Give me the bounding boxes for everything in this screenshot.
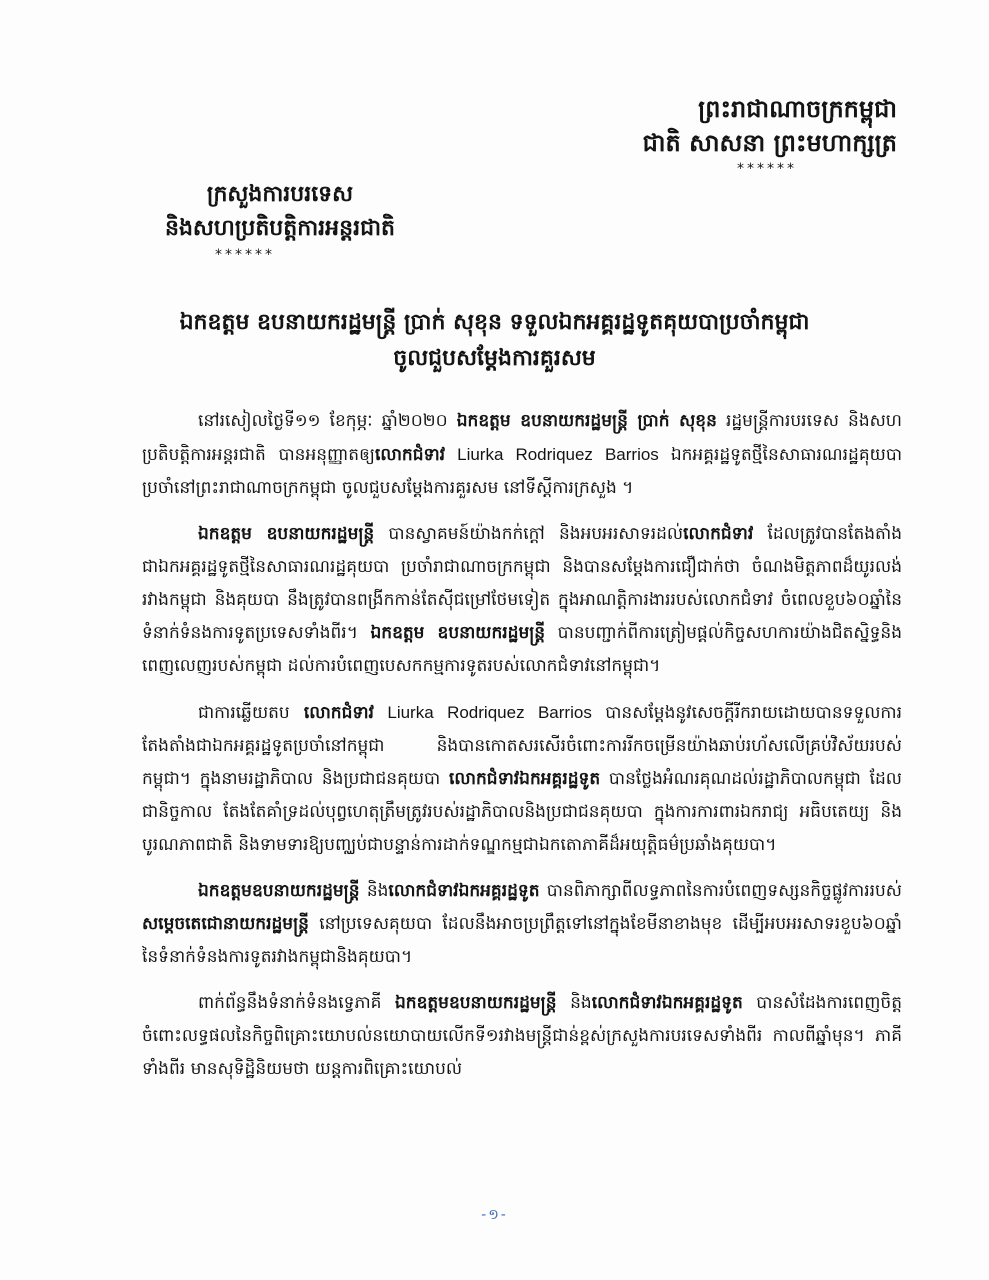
paragraph-1 bbox=[142, 405, 902, 505]
p1-ambassador-name: Liurka Rodriquez Barrios bbox=[445, 445, 671, 464]
p5-text-c: និង bbox=[556, 993, 592, 1013]
p3-bold-ambassador-2: លោកជំទាវឯកអគ្គរដ្ឋទូត bbox=[449, 769, 601, 789]
p2-text-a: បានស្វាគមន៍យ៉ាងកក់ក្តៅ និងអបអរសាទរដល់ bbox=[374, 524, 684, 544]
paragraph-3 bbox=[142, 696, 902, 862]
p1-bold-ambassador: លោកជំទាវ bbox=[374, 445, 446, 465]
p4-bold-prime-minister: សម្តេចតេជោនាយករដ្ឋមន្ត្រី bbox=[142, 914, 309, 934]
kingdom-stars: ****** bbox=[737, 161, 797, 177]
title-line1: ឯកឧត្តម ឧបនាយករដ្ឋមន្ត្រី ប្រាក់ សុខុន ទទួលឯកអគ្គរដ្ឋទូតគុយបាប្រចាំកម្ពុជា bbox=[179, 310, 810, 335]
p4-text-c: បានពិភាក្សាពីលទ្ធភាពនៃការបំពេញទស្សនកិច្ចផ្លូវការរបស់ bbox=[539, 881, 902, 901]
p4-text-d: នៅប្រទេសគុយបា ដែលនឹងអាចប្រព្រឹត្តទៅនៅក្នុងខែមីនាខាងមុខ ដើម្បីអបអរសាទរខួប៦០ឆ្នាំនៃទំនាក់ទំនងការទូតរវាងកម្ពុជានិងគុយបា។ bbox=[142, 914, 902, 967]
p3-text-d: បានថ្លែងអំណរគុណដល់រដ្ឋាភិបាលកម្ពុជា ដែលជានិច្ចកាល តែងតែគាំទ្រដល់បុព្វហេតុត្រឹមត្រូវរបស់រដ្ឋាភិបាលនិងប្រជាជនគុយបា ក្នុងការការពារឯករាជ្យ អធិបតេយ្យ និងបូរណភាពជាតិ និងទាមទារឱ្យបញ្ឈប់ជាបន្ទាន់ការដាក់ទណ្ឌកម្មជាឯកតោភាគីដ៏អយុត្តិធម៌ប្រឆាំងគុយបា។ bbox=[142, 769, 902, 855]
kingdom-name: ព្រះរាជាណាចក្រកម្ពុជា bbox=[698, 95, 897, 123]
page-number: -១- bbox=[481, 1207, 508, 1223]
p1-bold-minister: ឯកឧត្តម ឧបនាយករដ្ឋមន្ត្រី ប្រាក់ សុខុន bbox=[456, 411, 717, 431]
p1-text-d: ឯកអគ្គរដ្ឋទូតថ្មីនៃសាធារណរដ្ឋគុយបា ប្រចាំនៅព្រះរាជាណាចក្រកម្ពុជា ចូលជួបសម្តែងការគួរសម នៅទីស្តីការក្រសួង ។ bbox=[142, 445, 903, 498]
paragraph-2 bbox=[142, 518, 902, 683]
press-release-title bbox=[100, 305, 889, 377]
p1-text-a: នៅរសៀលថ្ងៃទី១១ ខែកុម្ភៈ ឆ្នាំ២០២០ bbox=[198, 411, 457, 431]
p4-bold-ambassador: លោកជំទាវឯកអគ្គរដ្ឋទូត bbox=[388, 881, 540, 901]
p4-text-a: និង bbox=[359, 881, 389, 901]
p5-text-a: ពាក់ព័ន្ធនឹងទំនាក់ទំនងទ្វេភាគី bbox=[198, 993, 395, 1013]
p3-text-a: ជាការឆ្លើយតប bbox=[198, 703, 304, 723]
nation-religion-king: ជាតិ សាសនា ព្រះមហាក្សត្រ bbox=[642, 129, 897, 157]
ministry-stars: ****** bbox=[215, 247, 275, 263]
p3-bold-ambassador: លោកជំទាវ bbox=[303, 703, 374, 723]
p3-ambassador-name: Liurka Rodriquez Barrios bbox=[373, 703, 606, 722]
p4-bold-minister: ឯកឧត្តមឧបនាយករដ្ឋមន្ត្រី bbox=[198, 881, 360, 901]
p5-bold-minister: ឯកឧត្តមឧបនាយករដ្ឋមន្ត្រី bbox=[395, 993, 557, 1013]
p2-text-c: ដែលត្រូវបានតែងតាំងជាឯកអគ្គរដ្ឋទូតថ្មីនៃសាធារណរដ្ឋគុយបា ប្រចាំរាជាណាចក្រកម្ពុជា និងបានសម្តែងការជឿជាក់ថា ចំណងមិត្តភាពដ៏យូរលង់រវាងកម្ពុជា និងគុយបា នឹងត្រូវបានពង្រីកកាន់តែស៊ីជម្រៅថែមទៀត ក្នុងអាណត្តិការងាររបស់លោកជំទាវ ចំពេលខួប៦០ឆ្នាំនៃទំនាក់ទំនងការទូតប្រទេសទាំងពីរ។ bbox=[142, 524, 903, 643]
p5-bold-ambassador: លោកជំទាវឯកអគ្គរដ្ឋទូត bbox=[591, 993, 743, 1013]
ministry-header bbox=[110, 178, 450, 264]
p1-text-c: រដ្ឋមន្ត្រីការបរទេស និងសហប្រតិបត្តិការអន្តរជាតិ បានអនុញ្ញាតឲ្យ bbox=[142, 411, 902, 465]
article-body bbox=[142, 405, 902, 1099]
p2-bold-minister: ឯកឧត្តម ឧបនាយករដ្ឋមន្ត្រី bbox=[198, 524, 375, 544]
kingdom-motto bbox=[577, 92, 897, 178]
p5-text-d: បានសំដែងការពេញចិត្តចំពោះលទ្ធផលនៃកិច្ចពិគ្រោះយោបល់នយោបាយលើកទី១រវាងមន្ត្រីជាន់ខ្ពស់ក្រសួងការបរទេសទាំងពីរ កាលពីឆ្នាំមុន។ ភាគីទាំងពីរ មានសុទិដ្ឋិនិយមថា យន្តការពិគ្រោះយោបល់ bbox=[142, 993, 902, 1079]
p2-text-d: បានបញ្ជាក់ពីការត្រៀមផ្តល់កិច្ចសហការយ៉ាងជិតស្និទ្ធនិងពេញលេញរបស់កម្ពុជា ដល់ការបំពេញបេសកកម្មការទូតរបស់លោកជំទាវនៅកម្ពុជា។ bbox=[142, 623, 902, 676]
p2-bold-minister-2: ឯកឧត្តម ឧបនាយករដ្ឋមន្ត្រី bbox=[370, 623, 546, 643]
p3-text-c: បានសម្តែងនូវសេចក្តីរីករាយដោយបានទទួលការតែងតាំងជាឯកអគ្គរដ្ឋទូតប្រចាំនៅកម្ពុជា និងបានកោតសរសើរចំពោះការរីកចម្រើនយ៉ាងឆាប់រហ័សលើគ្រប់វិស័យរបស់កម្ពុជា។ ក្នុងនាមរដ្ឋាភិបាល និងប្រជាជនគុយបា bbox=[142, 703, 902, 789]
ministry-name-line1: ក្រសួងការបរទេស bbox=[206, 182, 354, 207]
p2-bold-ambassador: លោកជំទាវ bbox=[683, 524, 754, 544]
paragraph-5 bbox=[142, 987, 902, 1086]
paragraph-4 bbox=[142, 875, 902, 974]
title-line2: ចូលជួបសម្តែងការគួរសម bbox=[393, 346, 596, 371]
ministry-name-line2: និងសហប្រតិបត្តិការអន្តរជាតិ bbox=[165, 216, 395, 241]
